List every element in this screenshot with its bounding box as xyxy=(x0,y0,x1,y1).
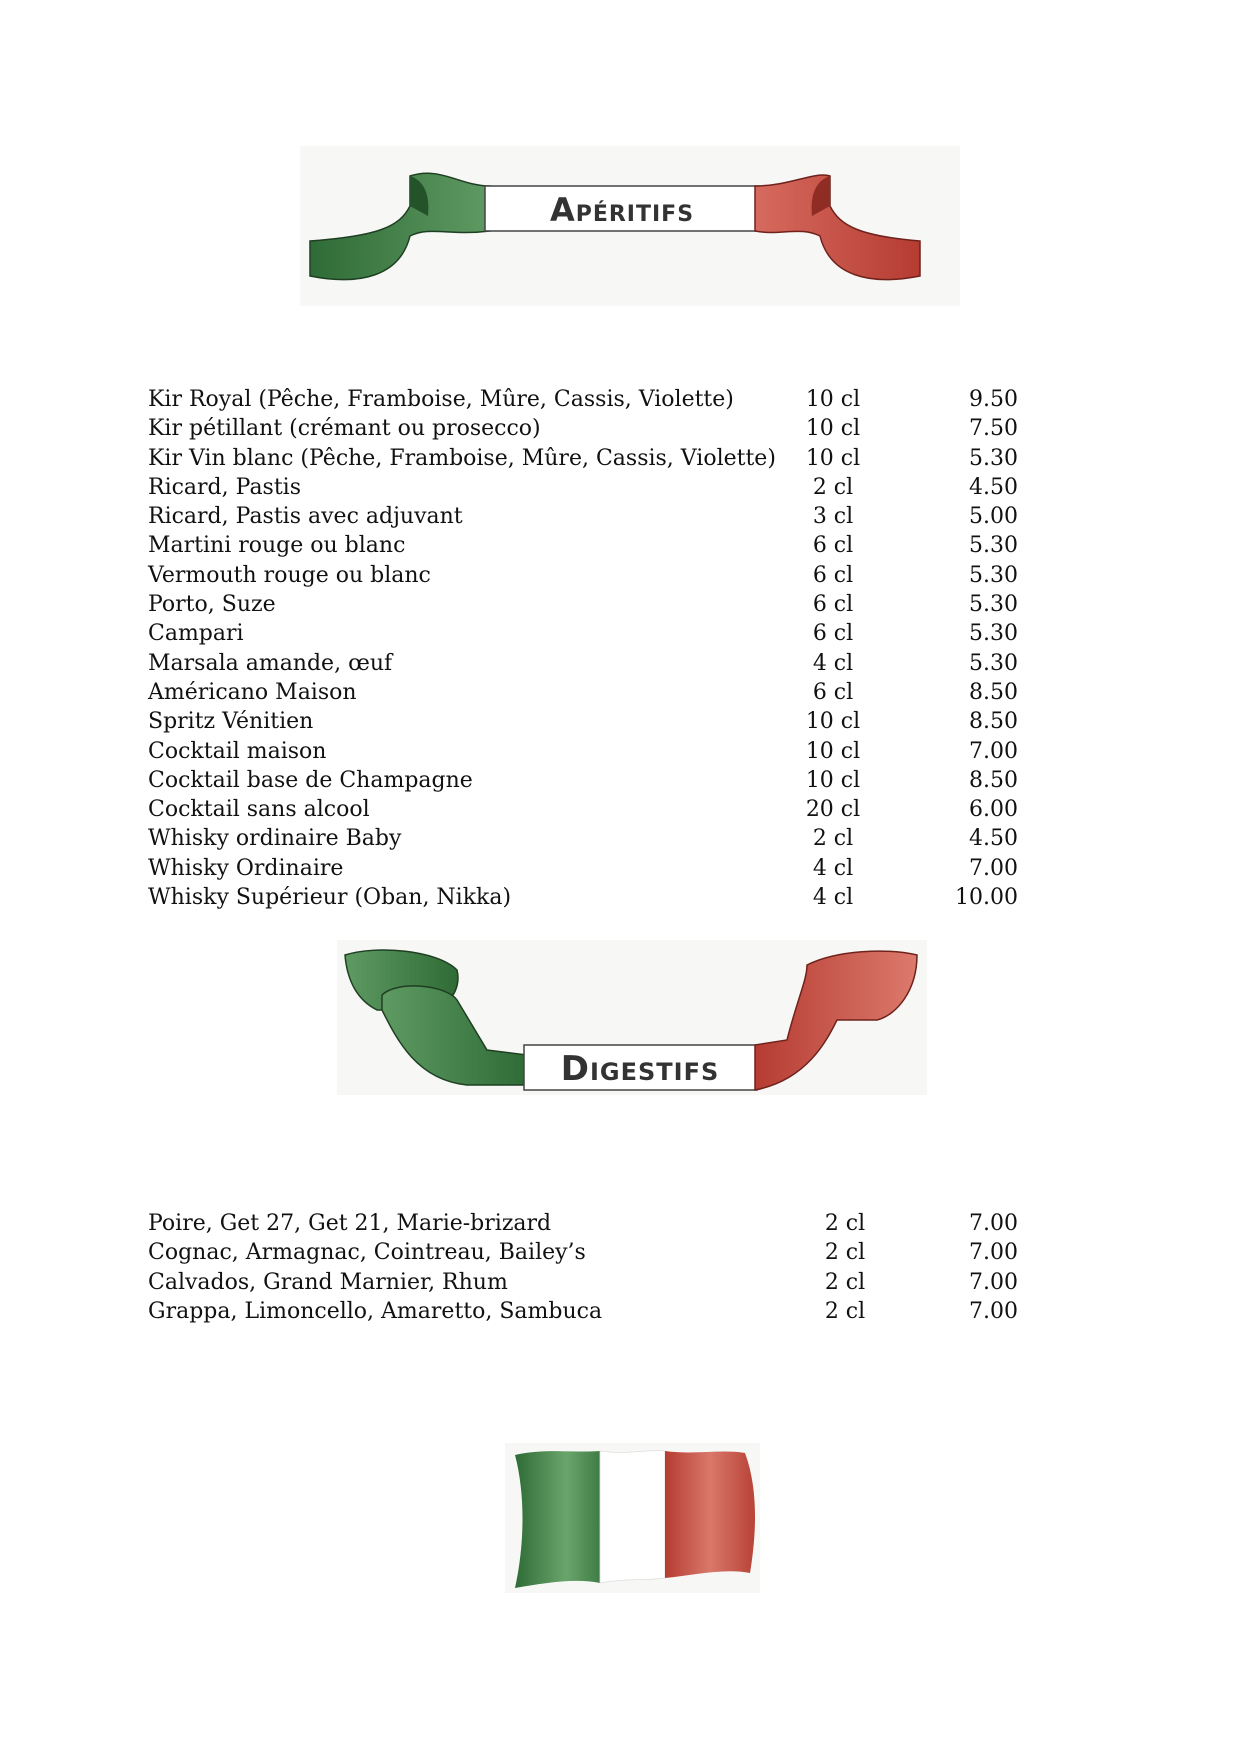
item-volume: 10 cl xyxy=(805,387,861,412)
item-name: Poire, Get 27, Get 21, Marie-brizard xyxy=(148,1211,552,1236)
list-item xyxy=(148,1238,1018,1267)
list-item xyxy=(148,1297,1018,1326)
item-volume: 10 cl xyxy=(805,445,861,471)
item-name: Cocktail base de Champagne xyxy=(148,767,473,793)
item-name: Campari xyxy=(148,621,244,647)
item-name: Whisky Ordinaire xyxy=(148,855,344,881)
item-price: 5.30 xyxy=(969,621,1018,647)
list-item xyxy=(148,824,1018,853)
item-name: Kir Royal (Pêche, Framboise, Mûre, Cassis, Violette) xyxy=(148,387,734,412)
item-price: 8.50 xyxy=(969,679,1018,705)
item-name: Cognac, Armagnac, Cointreau, Bailey’s xyxy=(148,1240,586,1266)
item-volume: 2 cl xyxy=(812,474,854,500)
item-price: 5.30 xyxy=(969,562,1018,588)
list-item xyxy=(148,649,1018,678)
digestifs-title: Digestifs xyxy=(560,1049,720,1089)
list-item xyxy=(148,678,1018,707)
list-item xyxy=(148,737,1018,766)
item-price: 7.00 xyxy=(969,1211,1018,1236)
item-name: Whisky Supérieur (Oban, Nikka) xyxy=(148,885,512,911)
list-item xyxy=(148,444,1018,473)
list-item xyxy=(148,707,1018,736)
item-volume: 10 cl xyxy=(805,767,861,793)
item-volume: 10 cl xyxy=(805,738,861,764)
item-volume: 6 cl xyxy=(812,562,854,588)
item-name: Porto, Suze xyxy=(148,592,276,618)
list-item xyxy=(148,385,1018,414)
item-volume: 4 cl xyxy=(812,855,854,881)
item-price: 5.30 xyxy=(969,533,1018,559)
item-price: 7.50 xyxy=(969,416,1018,442)
item-name: Ricard, Pastis xyxy=(148,474,302,500)
item-price: 7.00 xyxy=(969,1298,1018,1324)
item-price: 5.30 xyxy=(969,592,1018,618)
aperitifs-banner xyxy=(300,146,960,306)
list-item xyxy=(148,561,1018,590)
list-item xyxy=(148,590,1018,619)
item-name: Ricard, Pastis avec adjuvant xyxy=(148,504,463,530)
item-name: Marsala amande, œuf xyxy=(148,650,393,676)
list-item xyxy=(148,1268,1018,1297)
list-item xyxy=(148,414,1018,443)
list-item xyxy=(148,502,1018,531)
item-price: 7.00 xyxy=(969,1269,1018,1295)
item-price: 5.30 xyxy=(969,650,1018,676)
item-price: 4.50 xyxy=(969,474,1018,500)
item-volume: 3 cl xyxy=(812,504,854,530)
item-volume: 6 cl xyxy=(812,533,854,559)
item-volume: 2 cl xyxy=(812,826,854,852)
list-item xyxy=(148,883,1018,912)
item-name: Cocktail sans alcool xyxy=(148,797,370,823)
item-volume: 2 cl xyxy=(824,1298,866,1324)
item-name: Kir pétillant (crémant ou prosecco) xyxy=(148,416,541,442)
item-price: 8.50 xyxy=(969,709,1018,735)
item-name: Kir Vin blanc (Pêche, Framboise, Mûre, Cassis, Violette) xyxy=(148,445,776,471)
item-volume: 2 cl xyxy=(824,1211,866,1236)
item-volume: 4 cl xyxy=(812,885,854,911)
aperitifs-title: Apéritifs xyxy=(549,191,695,229)
item-price: 5.00 xyxy=(969,504,1018,530)
item-price: 9.50 xyxy=(969,387,1018,412)
item-volume: 10 cl xyxy=(805,709,861,735)
item-volume: 2 cl xyxy=(824,1240,866,1266)
italian-flag-image xyxy=(505,1443,760,1597)
item-name: Américano Maison xyxy=(148,679,357,705)
item-price: 6.00 xyxy=(969,797,1018,823)
item-price: 7.00 xyxy=(969,855,1018,881)
item-volume: 20 cl xyxy=(805,797,861,823)
item-volume: 4 cl xyxy=(812,650,854,676)
list-item xyxy=(148,619,1018,648)
list-item xyxy=(148,531,1018,560)
item-name: Vermouth rouge ou blanc xyxy=(148,562,431,588)
list-item xyxy=(148,795,1018,824)
item-name: Whisky ordinaire Baby xyxy=(148,826,402,852)
item-name: Calvados, Grand Marnier, Rhum xyxy=(148,1269,508,1295)
digestifs-list xyxy=(148,1209,1018,1326)
list-item xyxy=(148,854,1018,883)
item-name: Grappa, Limoncello, Amaretto, Sambuca xyxy=(148,1298,603,1324)
digestifs-banner xyxy=(337,940,927,1095)
item-name: Martini rouge ou blanc xyxy=(148,533,406,559)
list-item xyxy=(148,1209,1018,1238)
item-name: Spritz Vénitien xyxy=(148,709,314,735)
item-price: 10.00 xyxy=(955,885,1018,911)
item-volume: 6 cl xyxy=(812,592,854,618)
item-volume: 10 cl xyxy=(805,416,861,442)
item-price: 7.00 xyxy=(969,1240,1018,1266)
aperitifs-list xyxy=(148,385,1018,912)
item-price: 8.50 xyxy=(969,767,1018,793)
list-item xyxy=(148,766,1018,795)
item-volume: 6 cl xyxy=(812,679,854,705)
item-price: 5.30 xyxy=(969,445,1018,471)
item-price: 7.00 xyxy=(969,738,1018,764)
list-item xyxy=(148,473,1018,502)
item-price: 4.50 xyxy=(969,826,1018,852)
item-volume: 6 cl xyxy=(812,621,854,647)
item-name: Cocktail maison xyxy=(148,738,327,764)
item-volume: 2 cl xyxy=(824,1269,866,1295)
